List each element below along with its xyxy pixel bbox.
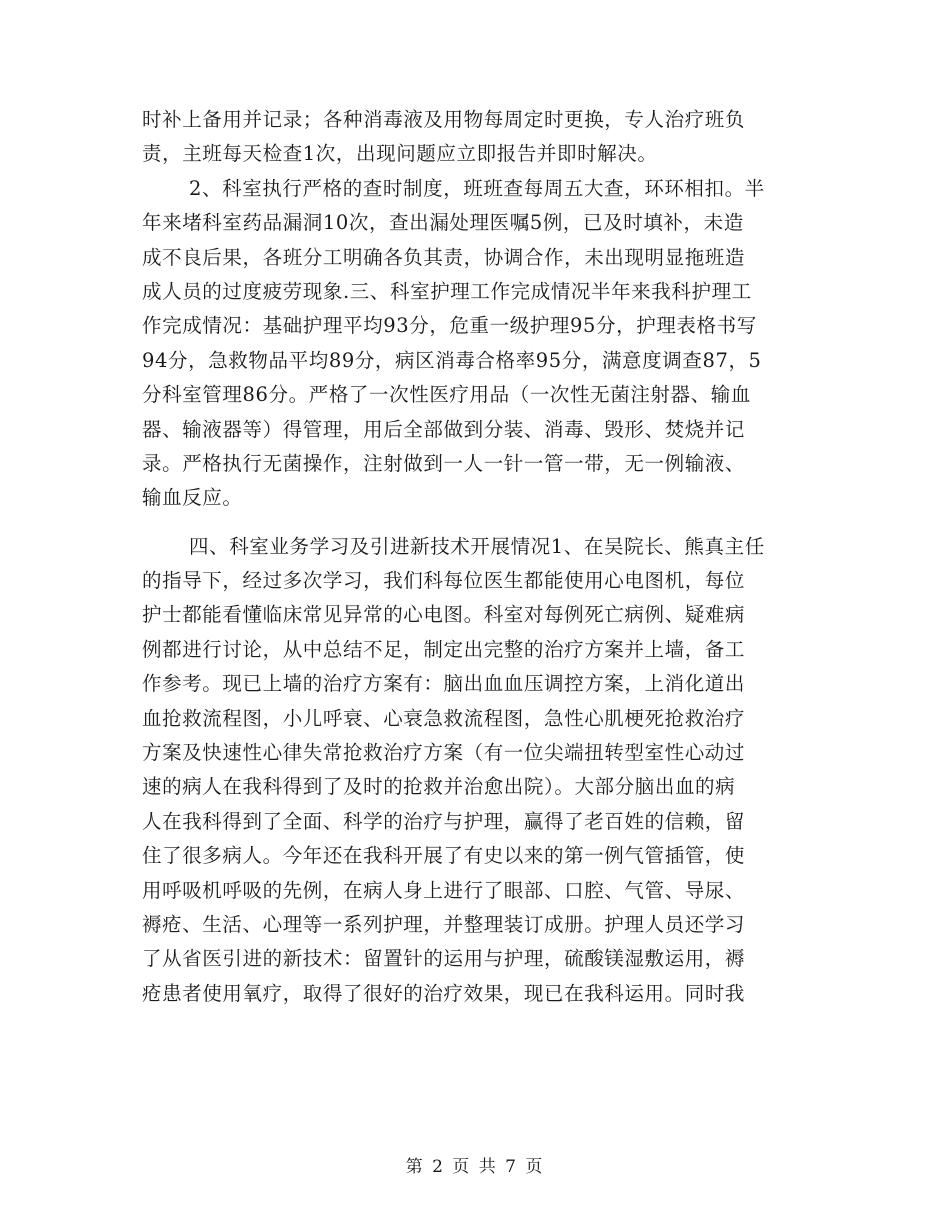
page-number: 第 2 页 共 7 页: [405, 1157, 545, 1177]
text-line: 器、输液器等）得管理，用后全部做到分装、消毒、毁形、焚烧并记: [142, 417, 746, 441]
document-body: [142, 103, 802, 1011]
paragraph-1: [142, 103, 802, 172]
text-line: 人在我科得到了全面、科学的治疗与护理，赢得了老百姓的信赖，留: [142, 809, 746, 833]
text-line: 血抢救流程图，小儿呼衰、心衰急救流程图，急性心肌梗死抢救治疗: [142, 706, 746, 730]
text-line: 时补上备用并记录；各种消毒液及用物每周定时更换，专人治疗班负: [142, 108, 746, 131]
text-line: 2、科室执行严格的查时制度，班班查每周五大查，环环相扣。半: [189, 176, 765, 200]
text-line: 的指导下，经过多次学习，我们科每位医生都能使用心电图机，每位: [142, 569, 746, 593]
text-line: 疮患者使用氧疗，取得了很好的治疗效果，现已在我科运用。同时我: [142, 981, 746, 1005]
text-line: 例都进行讨论，从中总结不足，制定出完整的治疗方案并上墙，备工: [142, 637, 746, 661]
text-line: 录。严格执行无菌操作，注射做到一人一针一管一带，无一例输液、: [142, 451, 746, 475]
text-line: 成人员的过度疲劳现象.三、科室护理工作完成情况半年来我科护理工: [142, 279, 752, 303]
text-line: 护士都能看懂临床常见异常的心电图。科室对每例死亡病例、疑难病: [142, 603, 746, 627]
text-line: 责，主班每天检查1次，出现问题应立即报告并即时解决。: [142, 142, 658, 166]
text-line: 作完成情况：基础护理平均93分，危重一级护理95分，护理表格书写: [142, 314, 757, 338]
text-line: 成不良后果，各班分工明确各负其责，协调合作，未出现明显拖班造: [142, 245, 746, 269]
text-line: 了从省医引进的新技术：留置针的运用与护理，硫酸镁湿敷运用，褥: [142, 947, 746, 971]
text-line: 分科室管理86分。严格了一次性医疗用品（一次性无菌注射器、输血: [142, 383, 751, 407]
text-line: 用呼吸机呼吸的先例，在病人身上进行了眼部、口腔、气管、导尿、: [142, 878, 746, 902]
text-line: 方案及快速性心律失常抢救治疗方案（有一位尖端扭转型室性心动过: [142, 741, 746, 765]
paragraph-2: [142, 172, 802, 516]
text-line: 作参考。现已上墙的治疗方案有：脑出血血压调控方案，上消化道出: [142, 672, 746, 696]
text-line: 四、科室业务学习及引进新技术开展情况1、在吴院长、熊真主任: [189, 534, 765, 558]
text-line: 输血反应。: [142, 486, 243, 510]
paragraph-3: [142, 530, 802, 1011]
text-line: 年来堵科室药品漏洞10次，查出漏处理医嘱5例，已及时填补，未造: [142, 211, 744, 235]
text-line: 褥疮、生活、心理等一系列护理，并整理装订成册。护理人员还学习: [142, 912, 746, 936]
paragraph-spacer: [142, 516, 802, 530]
text-line: 速的病人在我科得到了及时的抢救并治愈出院）。大部分脑出血的病: [142, 775, 736, 799]
text-line: 住了很多病人。今年还在我科开展了有史以来的第一例气管插管，使: [142, 844, 746, 868]
text-line: 94分，急救物品平均89分，病区消毒合格率95分，满意度调查87，5: [142, 348, 762, 372]
